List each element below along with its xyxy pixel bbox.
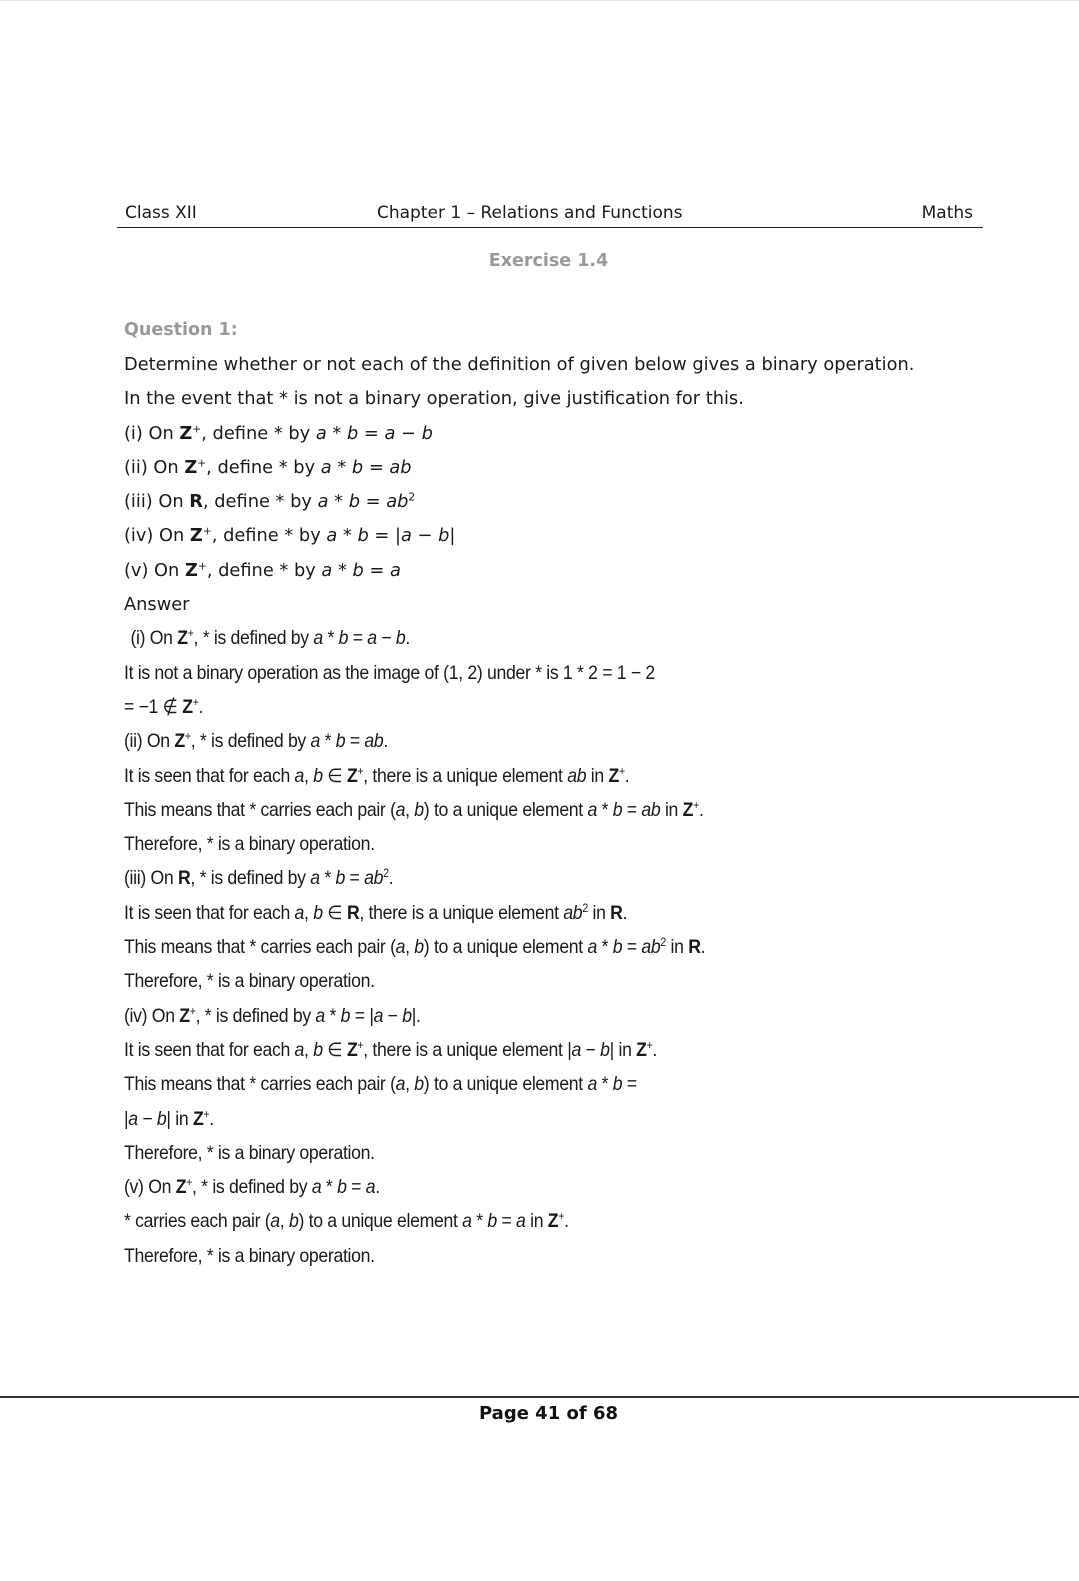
- text-run: ∈: [322, 1039, 347, 1061]
- text-run: Z: [189, 525, 203, 547]
- text-run: Z: [175, 1177, 187, 1199]
- text-run: .: [383, 731, 389, 753]
- text-run: *: [471, 1211, 488, 1233]
- text-run: Z: [547, 1211, 559, 1233]
- text-run: R: [177, 868, 191, 890]
- text-run: .: [698, 799, 704, 821]
- text-run: ab: [386, 491, 409, 513]
- text-run: =: [358, 422, 385, 444]
- text-run: b: [612, 1074, 623, 1096]
- text-run: a: [395, 799, 406, 821]
- text-run: , * is defined by: [190, 868, 311, 890]
- text-run: = |: [350, 1005, 374, 1027]
- text-run: |: [124, 1108, 129, 1130]
- text-run: This means that * carries each pair (: [124, 1074, 396, 1096]
- text-run: in: [587, 902, 611, 924]
- text-run: It is not a binary operation as the image of (1, 2) under * is 1 * 2 = 1 − 2: [124, 662, 655, 684]
- text-run: It is seen that for each: [124, 765, 295, 787]
- text-line: [124, 1209, 924, 1243]
- text-run: Determine whether or not each of the definition of given below gives a binary operation.: [124, 354, 915, 375]
- text-run: This means that * carries each pair (: [124, 799, 396, 821]
- text-run: a: [317, 491, 329, 513]
- text-run: a: [587, 937, 597, 959]
- text-run: b: [337, 1177, 347, 1199]
- text-run: .: [375, 1177, 380, 1199]
- text-run: , * is defined by: [195, 1005, 316, 1027]
- text-run: .: [652, 1039, 658, 1061]
- text-run: |: [449, 525, 456, 547]
- text-run: b: [402, 1005, 412, 1027]
- text-run: =: [346, 1177, 366, 1199]
- text-line: [124, 1038, 924, 1072]
- text-run: ab: [389, 456, 412, 478]
- text-run: b: [351, 456, 364, 478]
- text-run: =: [622, 1074, 637, 1096]
- text-run: Therefore, * is a binary operation.: [124, 1142, 375, 1164]
- text-run: Answer: [124, 594, 190, 616]
- text-run: b: [338, 628, 349, 650]
- text-run: =: [359, 491, 387, 513]
- text-run: a: [587, 799, 597, 821]
- text-line: [124, 523, 994, 557]
- text-run: .: [198, 696, 204, 718]
- text-line: [124, 866, 924, 900]
- text-run: *: [320, 731, 336, 753]
- superscript: +: [202, 525, 212, 539]
- text-run: =: [348, 628, 368, 650]
- text-run: , define * by: [201, 422, 316, 444]
- text-run: (v) On: [124, 559, 185, 581]
- text-run: R: [610, 902, 623, 924]
- text-run: a: [516, 1211, 526, 1233]
- text-run: .: [564, 1211, 569, 1233]
- text-run: b: [487, 1211, 497, 1233]
- header-class: Class XII: [125, 203, 197, 223]
- text-run: Z: [179, 422, 193, 444]
- text-run: ,: [304, 1039, 314, 1061]
- text-run: , * is defined by: [193, 628, 314, 650]
- text-run: This means that * carries each pair (: [124, 937, 396, 959]
- text-run: ) to a unique element: [423, 799, 588, 821]
- text-run: b: [438, 525, 450, 547]
- text-run: a: [320, 456, 332, 478]
- text-run: .: [700, 937, 706, 959]
- text-run: b: [340, 1005, 351, 1027]
- text-run: ∈: [322, 765, 347, 787]
- text-run: a: [395, 1074, 406, 1096]
- text-run: | in: [166, 1108, 193, 1130]
- text-run: b: [600, 1039, 610, 1061]
- text-line: [124, 1004, 924, 1038]
- superscript: +: [357, 1040, 364, 1053]
- text-run: a: [326, 525, 338, 547]
- text-line: [124, 901, 924, 935]
- text-run: −: [395, 422, 422, 444]
- page-top-border: [0, 0, 1079, 1]
- text-line: [124, 558, 994, 592]
- text-run: a: [128, 1108, 138, 1130]
- text-run: a: [294, 902, 305, 924]
- text-run: ,: [405, 937, 415, 959]
- text-run: b: [288, 1211, 299, 1233]
- text-run: (v) On: [124, 1177, 176, 1199]
- text-run: a: [462, 1211, 472, 1233]
- text-run: Z: [636, 1039, 647, 1061]
- text-run: b: [352, 559, 364, 581]
- superscript: +: [618, 765, 625, 778]
- text-run: b: [335, 868, 345, 890]
- text-run: =: [363, 456, 390, 478]
- text-run: R: [346, 902, 360, 924]
- text-run: (iv) On: [124, 525, 190, 547]
- text-line: [124, 352, 994, 386]
- text-run: .: [405, 628, 411, 650]
- text-run: *: [328, 491, 349, 513]
- text-run: | in: [609, 1039, 637, 1061]
- superscript: 2: [408, 490, 416, 504]
- text-run: .: [388, 868, 394, 890]
- question-and-answer-body: [124, 352, 994, 1278]
- text-line: [124, 661, 924, 695]
- header-subject: Maths: [921, 203, 973, 223]
- superscript: +: [357, 765, 364, 778]
- text-run: , * is defined by: [190, 731, 311, 753]
- superscript: +: [558, 1211, 565, 1224]
- text-run: , there is a unique element: [363, 765, 568, 787]
- text-run: −: [580, 1039, 601, 1061]
- text-run: =: [345, 731, 365, 753]
- text-run: ∈: [322, 902, 347, 924]
- text-line: [124, 935, 924, 969]
- text-run: (i) On: [124, 422, 180, 444]
- text-run: a: [310, 731, 321, 753]
- text-line: [124, 764, 924, 798]
- text-line: [124, 1141, 924, 1175]
- text-run: =: [622, 799, 642, 821]
- text-line: [124, 489, 994, 523]
- text-run: |.: [411, 1005, 421, 1027]
- text-run: −: [376, 628, 396, 650]
- superscript: +: [197, 559, 207, 573]
- text-run: b: [346, 422, 359, 444]
- text-line: [124, 1244, 924, 1278]
- text-run: b: [156, 1108, 167, 1130]
- text-run: Z: [177, 628, 188, 650]
- text-run: in: [660, 799, 683, 821]
- text-run: ,: [304, 765, 314, 787]
- text-run: a: [315, 1005, 325, 1027]
- text-run: ) to a unique element: [423, 1074, 588, 1096]
- text-run: b: [414, 799, 424, 821]
- footer-divider: [0, 1396, 1079, 1398]
- text-run: a: [587, 1074, 597, 1096]
- text-run: a: [367, 628, 377, 650]
- text-run: ,: [304, 902, 314, 924]
- text-run: a: [390, 559, 401, 581]
- text-run: *: [331, 456, 352, 478]
- text-run: −: [411, 525, 439, 547]
- text-run: (iii) On: [124, 868, 178, 890]
- text-run: Z: [346, 1039, 358, 1061]
- text-run: a: [294, 765, 305, 787]
- text-run: a: [571, 1039, 581, 1061]
- text-run: , there is a unique element |: [363, 1039, 572, 1061]
- text-run: , define * by: [211, 525, 327, 547]
- text-run: ,: [405, 1074, 415, 1096]
- text-run: R: [189, 491, 203, 513]
- text-run: .: [622, 902, 628, 924]
- text-run: =: [496, 1211, 517, 1233]
- superscript: 2: [582, 902, 588, 915]
- text-run: a: [400, 525, 412, 547]
- header-chapter: Chapter 1 – Relations and Functions: [377, 203, 683, 223]
- page-number: Page 41 of 68: [478, 1403, 619, 1424]
- text-run: =: [622, 937, 642, 959]
- page-header: [117, 203, 983, 228]
- text-line: [124, 455, 994, 489]
- text-run: = −1 ∉: [124, 696, 183, 718]
- text-run: Z: [174, 731, 185, 753]
- text-run: *: [324, 1005, 341, 1027]
- text-run: ) to a unique element: [298, 1211, 463, 1233]
- superscript: +: [192, 422, 202, 436]
- text-run: b: [313, 902, 323, 924]
- text-run: b: [313, 1039, 323, 1061]
- text-run: ab: [641, 937, 661, 959]
- text-line: [124, 695, 924, 729]
- superscript: +: [693, 799, 699, 812]
- text-run: .: [624, 765, 630, 787]
- text-line: [124, 969, 924, 1003]
- text-run: in: [586, 765, 609, 787]
- text-run: *: [596, 799, 613, 821]
- superscript: +: [203, 1108, 210, 1121]
- text-run: Therefore, * is a binary operation.: [124, 971, 375, 993]
- text-run: Z: [184, 456, 198, 478]
- text-run: ) to a unique element: [423, 937, 588, 959]
- text-line: [124, 421, 994, 455]
- text-run: (ii) On: [124, 731, 175, 753]
- text-run: ,: [405, 799, 415, 821]
- text-run: b: [348, 491, 360, 513]
- superscript: +: [186, 1177, 193, 1190]
- text-line: [124, 832, 924, 866]
- text-line: [124, 626, 924, 660]
- text-run: , define * by: [206, 456, 321, 478]
- text-run: a: [270, 1211, 280, 1233]
- text-run: a: [311, 1177, 322, 1199]
- text-line: [124, 1107, 924, 1141]
- text-run: Z: [682, 799, 694, 821]
- text-run: *: [326, 422, 347, 444]
- text-run: *: [337, 525, 358, 547]
- text-run: a: [313, 628, 323, 650]
- text-line: [124, 1175, 924, 1209]
- text-run: −: [137, 1108, 157, 1130]
- text-run: , define * by: [202, 491, 318, 513]
- text-run: (i) On: [130, 628, 178, 650]
- text-run: a: [294, 1039, 305, 1061]
- text-run: R: [688, 937, 701, 959]
- text-run: Therefore, * is a binary operation.: [124, 834, 375, 856]
- text-run: ,: [279, 1211, 289, 1233]
- text-run: It is seen that for each: [124, 1039, 295, 1061]
- text-run: a: [315, 422, 327, 444]
- text-line: [124, 386, 994, 420]
- text-run: a: [365, 1177, 376, 1199]
- text-run: b: [414, 937, 424, 959]
- superscript: +: [189, 1005, 196, 1018]
- superscript: +: [646, 1040, 653, 1053]
- text-run: , there is a unique element: [359, 902, 564, 924]
- text-run: b: [395, 628, 406, 650]
- text-run: (iv) On: [124, 1005, 180, 1027]
- text-run: *: [319, 868, 336, 890]
- text-run: in: [665, 937, 689, 959]
- text-run: *: [321, 1177, 338, 1199]
- text-run: (iii) On: [124, 491, 190, 513]
- text-run: a: [384, 422, 396, 444]
- superscript: +: [197, 456, 207, 470]
- text-run: , * is defined by: [192, 1177, 312, 1199]
- superscript: +: [184, 731, 191, 744]
- text-run: b: [612, 937, 623, 959]
- superscript: +: [187, 628, 194, 641]
- text-run: Z: [182, 696, 193, 718]
- text-run: *: [332, 559, 353, 581]
- text-run: b: [335, 731, 346, 753]
- text-run: b: [313, 765, 323, 787]
- text-run: It is seen that for each: [124, 902, 295, 924]
- text-run: , define * by: [206, 559, 322, 581]
- superscript: 2: [383, 868, 389, 881]
- text-run: a: [395, 937, 406, 959]
- text-run: (ii) On: [124, 456, 185, 478]
- text-run: b: [612, 799, 623, 821]
- text-run: in: [525, 1211, 548, 1233]
- text-run: b: [421, 422, 433, 444]
- text-run: =: [363, 559, 391, 581]
- text-run: ab: [364, 731, 384, 753]
- text-run: Z: [346, 765, 358, 787]
- text-run: Z: [608, 765, 619, 787]
- text-run: ab: [563, 902, 583, 924]
- superscript: +: [192, 697, 199, 710]
- text-run: b: [357, 525, 369, 547]
- text-run: b: [414, 1074, 424, 1096]
- text-run: a: [321, 559, 333, 581]
- text-run: * carries each pair (: [124, 1211, 271, 1233]
- text-line: [124, 798, 924, 832]
- question-label: Question 1:: [124, 320, 238, 340]
- text-run: Z: [192, 1108, 204, 1130]
- text-run: Therefore, * is a binary operation.: [124, 1245, 375, 1267]
- text-run: Z: [184, 559, 198, 581]
- text-run: a: [373, 1005, 384, 1027]
- superscript: 2: [660, 937, 666, 950]
- text-run: a: [310, 868, 320, 890]
- text-line: [124, 592, 994, 626]
- text-run: ab: [364, 868, 384, 890]
- text-run: Z: [179, 1005, 190, 1027]
- text-run: ab: [641, 799, 661, 821]
- text-run: ab: [567, 765, 587, 787]
- text-run: *: [596, 1074, 613, 1096]
- text-run: *: [322, 628, 339, 650]
- text-run: −: [383, 1005, 403, 1027]
- text-run: In the event that * is not a binary operation, give justification for this.: [124, 388, 744, 410]
- text-run: = |: [368, 525, 401, 547]
- text-run: *: [596, 937, 613, 959]
- text-run: .: [209, 1108, 214, 1130]
- text-run: =: [344, 868, 365, 890]
- text-line: [124, 1072, 924, 1106]
- exercise-title: Exercise 1.4: [488, 251, 609, 271]
- text-line: [124, 729, 924, 763]
